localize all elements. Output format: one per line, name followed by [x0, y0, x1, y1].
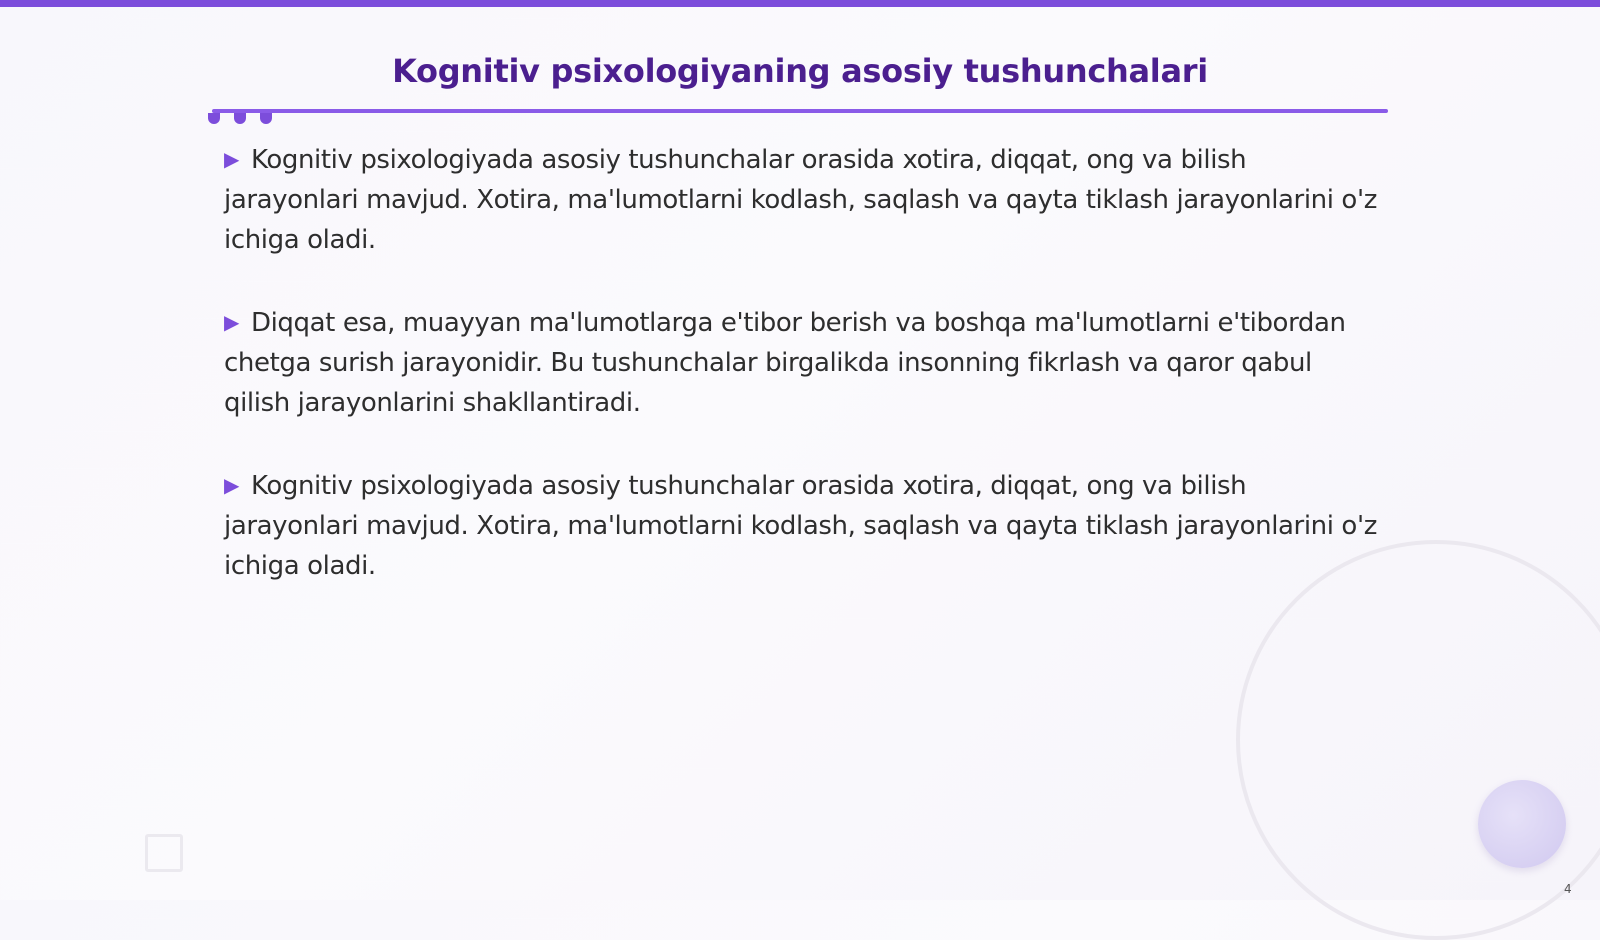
bullet-item — [224, 465, 1384, 586]
slide-title: Kognitiv psixologiyaning asosiy tushunchalari — [392, 52, 1208, 90]
decorative-dot — [208, 113, 220, 124]
bullet-text: Kognitiv psixologiyada asosiy tushunchalar orasida xotira, diqqat, ong va bilish jarayonlari mavjud. Xotira, ma'lumotlarni kodlash, saqlash va qayta tiklash jarayonlarini o'z ichiga oladi. — [224, 145, 1377, 255]
bullet-list — [224, 139, 1384, 628]
bullet-item — [224, 139, 1384, 260]
bullet-text: Kognitiv psixologiyada asosiy tushunchalar orasida xotira, diqqat, ong va bilish jarayonlari mavjud. Xotira, ma'lumotlarni kodlash, saqlash va qayta tiklash jarayonlarini o'z ichiga oladi. — [224, 471, 1377, 581]
decorative-circle-small — [1478, 780, 1566, 868]
title-underline — [212, 109, 1388, 113]
decorative-dot — [260, 113, 272, 124]
decorative-dot — [234, 113, 246, 124]
page-number: 4 — [1564, 882, 1572, 896]
triangle-right-icon: ▶ — [224, 473, 239, 497]
triangle-right-icon: ▶ — [224, 310, 239, 334]
bullet-text: Diqqat esa, muayyan ma'lumotlarga e'tibor berish va boshqa ma'lumotlarni e'tibordan chetga surish jarayonidir. Bu tushunchalar birgalikda insonning fikrlash va qaror qabul qilish jarayonlarini shakllantiradi. — [224, 308, 1346, 418]
decorative-square — [145, 834, 183, 872]
triangle-right-icon: ▶ — [224, 147, 239, 171]
top-accent-bar — [0, 0, 1600, 7]
bullet-item — [224, 302, 1384, 423]
